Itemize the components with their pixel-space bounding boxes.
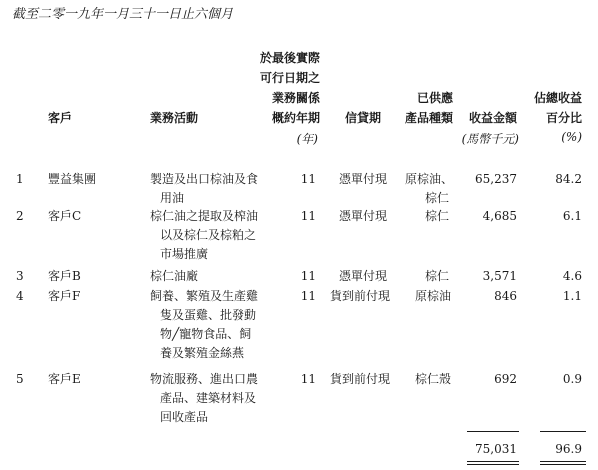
row-pct: 0.9 — [562, 372, 582, 386]
row-years: 11 — [300, 269, 316, 283]
row-activity-line: 市場推廣 — [160, 247, 209, 261]
header-years-line2: 可行日期之 — [259, 71, 320, 85]
row-product-line: 棕仁殼 — [415, 372, 452, 386]
total-double-rule-pct-a — [540, 461, 586, 462]
row-number: 4 — [16, 289, 24, 303]
row-activity-line: 物流服務、進出口農 — [150, 372, 259, 386]
total-double-rule-revenue-b — [467, 464, 519, 465]
row-revenue: 846 — [494, 289, 517, 303]
row-credit: 憑單付現 — [338, 269, 387, 283]
row-activity-line: 隻及蛋雞、批發動 — [160, 308, 257, 322]
header-years-line1: 於最後實際 — [259, 51, 320, 65]
row-credit: 貨到前付現 — [329, 289, 390, 303]
row-credit: 憑單付現 — [338, 172, 387, 186]
row-activity-line: 物╱寵物食品、飼 — [160, 327, 252, 341]
header-credit: 信貸期 — [344, 111, 381, 125]
row-pct: 1.1 — [562, 289, 582, 303]
total-pct: 96.9 — [555, 442, 582, 456]
row-credit: 憑單付現 — [338, 209, 387, 223]
header-years-line3: 業務關係 — [271, 91, 320, 105]
table-title: 截至二零一九年一月三十一日止六個月 — [12, 7, 234, 22]
row-number: 3 — [16, 269, 24, 283]
row-revenue: 4,685 — [482, 209, 517, 223]
row-credit: 貨到前付現 — [329, 372, 390, 386]
row-customer: 客戶B — [48, 269, 81, 283]
row-pct: 84.2 — [555, 172, 582, 186]
row-years: 11 — [300, 209, 316, 223]
row-product-line: 棕仁 — [425, 269, 450, 283]
row-activity-line: 棕仁油廠 — [150, 269, 199, 283]
total-rule-top-revenue — [467, 431, 519, 432]
row-product-line: 棕仁 — [425, 209, 450, 223]
row-activity-line: 飼養、繁殖及生產雞 — [150, 289, 259, 303]
header-activity: 業務活動 — [150, 111, 199, 125]
total-double-rule-revenue-a — [467, 461, 519, 462]
row-revenue: 65,237 — [475, 172, 517, 186]
total-rule-top-pct — [540, 431, 586, 432]
row-pct: 6.1 — [562, 209, 582, 223]
row-revenue: 3,571 — [482, 269, 517, 283]
row-number: 1 — [16, 172, 24, 186]
header-product-line2: 產品種類 — [404, 111, 453, 125]
row-activity-line: 棕仁油之提取及榨油 — [150, 209, 259, 223]
row-activity-line: 回收產品 — [160, 410, 209, 424]
row-customer: 客戶E — [48, 372, 81, 386]
row-activity-line: 以及棕仁及棕粕之 — [160, 228, 257, 242]
row-activity-line: 製造及出口棕油及食 — [150, 172, 259, 186]
row-product-line: 棕仁 — [425, 191, 450, 205]
header-revenue-unit: (馬幣千元) — [461, 132, 519, 146]
row-customer: 客戶F — [48, 289, 81, 303]
row-years: 11 — [300, 172, 316, 186]
row-years: 11 — [300, 289, 316, 303]
row-activity-line: 用油 — [160, 191, 185, 205]
total-revenue: 75,031 — [475, 442, 517, 456]
row-years: 11 — [300, 372, 316, 386]
header-customer: 客戶 — [48, 111, 73, 125]
row-product-line: 原棕油 — [415, 289, 452, 303]
row-product-line: 原棕油、 — [405, 172, 454, 186]
row-customer: 豐益集團 — [48, 172, 97, 186]
header-years-line4: 概約年期 — [271, 111, 320, 125]
header-years-unit: (年) — [296, 132, 318, 146]
header-pct-unit: (%) — [561, 130, 582, 144]
header-pct-line1: 佔總收益 — [533, 91, 582, 105]
header-product-line1: 已供應 — [416, 91, 453, 105]
row-pct: 4.6 — [562, 269, 582, 283]
header-pct-line2: 百分比 — [545, 111, 582, 125]
row-number: 2 — [16, 209, 24, 223]
row-customer: 客戶C — [48, 209, 82, 223]
row-number: 5 — [16, 372, 24, 386]
row-activity-line: 養及繁殖金絲燕 — [160, 346, 245, 360]
total-double-rule-pct-b — [540, 464, 586, 465]
row-activity-line: 產品、建築材料及 — [160, 391, 257, 405]
row-revenue: 692 — [494, 372, 517, 386]
header-revenue: 收益金額 — [468, 111, 517, 125]
